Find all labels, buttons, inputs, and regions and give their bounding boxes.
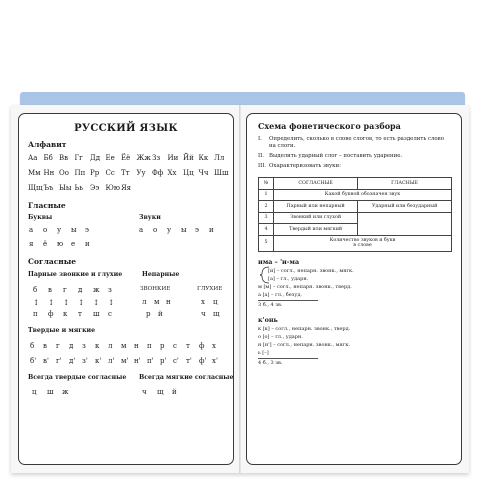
table-cell: Твердый или мягкий: [274, 224, 358, 236]
consonants-heading: Согласные: [28, 257, 77, 266]
letter-cell: Зз: [152, 154, 161, 162]
letter-cell: Лл: [214, 154, 225, 162]
letter-cell: с: [173, 342, 177, 350]
example-2-line-4: ь [–]: [258, 350, 269, 356]
voiceless-label: ГЛУХИЕ: [197, 286, 223, 292]
letter-cell: т: [78, 310, 82, 318]
letter-cell: Цц: [183, 169, 194, 177]
letter-cell: д': [69, 357, 76, 365]
letter-cell: н: [134, 342, 139, 350]
alphabet-row-1: [28, 154, 230, 162]
step-1-num: I.: [258, 136, 262, 142]
table-cell: Какой буквой обозначен звук: [274, 189, 452, 201]
example-1-line-1: [и] – согл., непарн. звонк., мягк.: [268, 268, 354, 274]
always-hard-row: [32, 388, 77, 396]
unpaired-voiced-row-2: [146, 310, 170, 318]
unpaired-voiceless-row-1: [201, 298, 225, 306]
divider: [258, 358, 318, 359]
letter-cell: Хх: [167, 169, 177, 177]
letter-cell: ш: [93, 310, 100, 318]
letter-cell: к: [63, 310, 68, 318]
letter-cell: й: [172, 388, 177, 396]
russian-language-panel: [18, 113, 234, 465]
letter-cell: г: [63, 286, 67, 294]
sound-cell: и: [209, 226, 214, 234]
letter-cell: ф': [199, 357, 207, 365]
letter-cell: у: [57, 226, 62, 234]
letter-cell: б: [30, 342, 35, 350]
letter-cell: д: [78, 286, 83, 294]
letter-cell: л: [108, 342, 113, 350]
table-row: [259, 212, 452, 224]
letter-cell: и: [85, 240, 90, 248]
sound-cell: а: [139, 226, 144, 234]
example-2-summary: 4 б., 3 зв.: [258, 360, 283, 366]
example-word-2: к'онь: [258, 316, 278, 324]
sound-cell: э: [195, 226, 199, 234]
letter-cell: й: [158, 310, 163, 318]
sound-cell: ы: [181, 226, 187, 234]
example-2-line-1: к [к] – согл., непарн. звонк., тверд.: [258, 326, 351, 332]
letter-cell: Ыы: [59, 184, 72, 192]
example-2-line-3: н [н'] – согл., непарн. звонк., мягк.: [258, 342, 351, 348]
letter-cell: ы: [71, 226, 77, 234]
example-1-line-2: [а] – гл., ударн.: [268, 276, 309, 282]
letter-cell: Уу: [136, 169, 146, 177]
letter-cell: ж: [62, 388, 69, 396]
pair-arrow-icon: ↕: [48, 298, 55, 307]
letter-cell: Ёё: [121, 154, 131, 162]
example-1-summary: 3 б., 4 зв.: [258, 302, 283, 308]
table-cell: ГЛАСНЫЕ: [358, 178, 452, 190]
letter-cell: а: [29, 226, 34, 234]
letter-cell: Вв: [59, 154, 69, 162]
table-cell: [274, 235, 452, 251]
letter-cell: я: [29, 240, 34, 248]
vowel-sounds-row: [139, 226, 223, 234]
step-3-text: Охарактеризовать звуки:: [269, 163, 341, 169]
vowel-letters-row-2: [29, 240, 99, 248]
letter-cell: Ъъ: [43, 184, 54, 192]
always-soft-row: [142, 388, 187, 396]
letter-cell: Аа: [28, 154, 38, 162]
letter-cell: ё: [43, 240, 48, 248]
phonetic-table: [258, 177, 452, 252]
table-cell: 3: [259, 212, 274, 224]
letter-cell: Мм: [28, 169, 41, 177]
letter-cell: т: [186, 342, 190, 350]
letter-cell: Шш: [214, 169, 229, 177]
letter-cell: ф: [48, 310, 54, 318]
letter-cell: ф: [199, 342, 205, 350]
letter-cell: Кк: [198, 154, 209, 162]
table-cell: СОГЛАСНЫЕ: [274, 178, 358, 190]
panel-title: Схема фонетического разбора: [258, 121, 401, 131]
sound-cell: о: [153, 226, 158, 234]
letter-cell: ю: [57, 240, 64, 248]
letter-cell: э: [85, 226, 89, 234]
pair-arrow-icon: ↕: [33, 298, 40, 307]
letter-cell: ч: [142, 388, 147, 396]
sounds-label: Звуки: [139, 214, 161, 221]
phonetic-analysis-panel: [246, 113, 462, 465]
letter-cell: Юю: [105, 184, 120, 192]
letter-cell: Щщ: [28, 184, 43, 192]
letter-cell: ж: [93, 286, 100, 294]
letter-cell: Ээ: [90, 184, 100, 192]
letter-cell: х: [201, 298, 205, 306]
pair-arrow-icon: ↕: [93, 298, 100, 307]
letter-cell: х': [212, 357, 218, 365]
letter-cell: о: [43, 226, 48, 234]
notebook-spine: [239, 105, 241, 473]
letter-cell: п: [147, 342, 152, 350]
letter-cell: п': [147, 357, 154, 365]
letter-cell: Ее: [105, 154, 115, 162]
letter-cell: Сс: [105, 169, 115, 177]
letter-cell: Фф: [152, 169, 164, 177]
pair-arrow-icon: ↕: [78, 298, 85, 307]
letter-cell: Ьь: [74, 184, 84, 192]
table-cell: 2: [259, 201, 274, 213]
letter-cell: щ: [157, 388, 164, 396]
example-1-line-4: а [а] – гл., безуд.: [258, 292, 303, 298]
step-2-text: Выделить ударный слог – поставить ударение.: [269, 153, 403, 159]
table-cell: Парный или непарный: [274, 201, 358, 213]
pair-arrow-icon: ↕: [63, 298, 70, 307]
step-1-text: Определить, сколько в слове слогов, то есть разделить слово: [269, 136, 444, 142]
table-cell: Ударный или безударный: [358, 201, 452, 213]
example-word-1: има – 'и-ма: [258, 258, 300, 266]
table-row: [259, 189, 452, 201]
letter-cell: в: [48, 286, 52, 294]
step-2-num: II.: [258, 153, 264, 159]
letter-cell: Йй: [183, 154, 194, 162]
sound-cell: у: [167, 226, 172, 234]
letter-cell: Бб: [43, 154, 53, 162]
letter-cell: с: [108, 310, 112, 318]
unpaired-voiceless-row-2: [201, 310, 225, 318]
paired-voiceless-row: [33, 310, 123, 318]
always-hard-label: Всегда твердые согласные: [28, 374, 127, 381]
letter-cell: Дд: [90, 154, 101, 162]
letter-cell: Гг: [74, 154, 83, 162]
always-soft-label: Всегда мягкие согласные: [139, 374, 234, 381]
letters-label: Буквы: [28, 214, 53, 221]
step-1-text-cont: на слоги.: [269, 143, 296, 149]
pair-arrow-icon: ↕: [108, 298, 115, 307]
letter-cell: м: [121, 342, 127, 350]
example-1-line-3: м [м] – согл., непарн. звонк., тверд.: [258, 284, 352, 290]
letter-cell: Нн: [43, 169, 55, 177]
letter-cell: щ: [213, 310, 220, 318]
unpaired-label: Непарные: [142, 271, 180, 278]
letter-cell: р': [160, 357, 167, 365]
voiced-label: ЗВОНКИЕ: [140, 286, 171, 292]
soft-consonants-row: [30, 357, 225, 365]
letter-cell: м: [154, 298, 160, 306]
paired-voiced-row: [33, 286, 123, 294]
paired-label: Парные звонкие и глухие: [28, 271, 123, 278]
letter-cell: с': [173, 357, 179, 365]
hard-consonants-row: [30, 342, 225, 350]
letter-cell: ц: [32, 388, 37, 396]
letter-cell: Тт: [121, 169, 130, 177]
letter-cell: Рр: [90, 169, 100, 177]
vowel-letters-row-1: [29, 226, 99, 234]
letter-cell: р: [146, 310, 151, 318]
letter-cell: Пп: [74, 169, 86, 177]
alphabet-heading: Алфавит: [28, 140, 67, 149]
letter-cell: ч: [201, 310, 206, 318]
letter-cell: т': [186, 357, 192, 365]
table-row: [259, 201, 452, 213]
table-cell: Звонкий или глухой: [274, 212, 358, 224]
letter-cell: з: [82, 342, 86, 350]
letter-cell: д: [69, 342, 74, 350]
letter-cell: е: [71, 240, 76, 248]
hard-soft-label: Твердые и мягкие: [28, 327, 96, 334]
divider: [258, 300, 318, 301]
table-row: [259, 235, 452, 251]
letter-cell: п: [33, 310, 38, 318]
letter-cell: ц: [213, 298, 218, 306]
alphabet-row-2: [28, 169, 230, 177]
letter-cell: Чч: [198, 169, 209, 177]
table-cell-line: в слове: [353, 243, 372, 248]
letter-cell: в': [43, 357, 49, 365]
letter-cell: н: [166, 298, 171, 306]
unpaired-voiced-row-1: [142, 298, 178, 306]
table-cell-line: Количество звуков и букв: [329, 237, 396, 243]
table-cell: №: [259, 178, 274, 190]
letter-cell: л': [108, 357, 115, 365]
letter-cell: Оо: [59, 169, 69, 177]
table-cell: [358, 212, 452, 235]
letter-cell: х: [212, 342, 216, 350]
step-3-num: III.: [258, 163, 267, 169]
letter-cell: б: [33, 286, 38, 294]
letter-cell: л: [142, 298, 147, 306]
letter-cell: ш: [47, 388, 54, 396]
letter-cell: к': [95, 357, 102, 365]
letter-cell: н': [134, 357, 141, 365]
table-cell: 5: [259, 235, 274, 251]
letter-cell: б': [30, 357, 37, 365]
paired-arrows-row: [33, 298, 123, 307]
letter-cell: в: [43, 342, 47, 350]
letter-cell: г: [56, 342, 60, 350]
panel-title: РУССКИЙ ЯЗЫК: [74, 123, 178, 134]
letter-cell: к: [95, 342, 100, 350]
letter-cell: м': [121, 357, 129, 365]
letter-cell: Жж: [136, 154, 151, 162]
example-2-line-2: о [о] – гл., ударн.: [258, 334, 303, 340]
table-cell: 1: [259, 189, 274, 201]
letter-cell: Ии: [167, 154, 179, 162]
vowels-heading: Гласные: [28, 201, 66, 210]
alphabet-row-3: [28, 184, 137, 192]
letter-cell: г': [56, 357, 62, 365]
table-cell: 4: [259, 224, 274, 236]
letter-cell: з': [82, 357, 88, 365]
table-header-row: [259, 178, 452, 190]
letter-cell: з: [108, 286, 112, 294]
letter-cell: р: [160, 342, 165, 350]
letter-cell: Яя: [121, 184, 132, 192]
